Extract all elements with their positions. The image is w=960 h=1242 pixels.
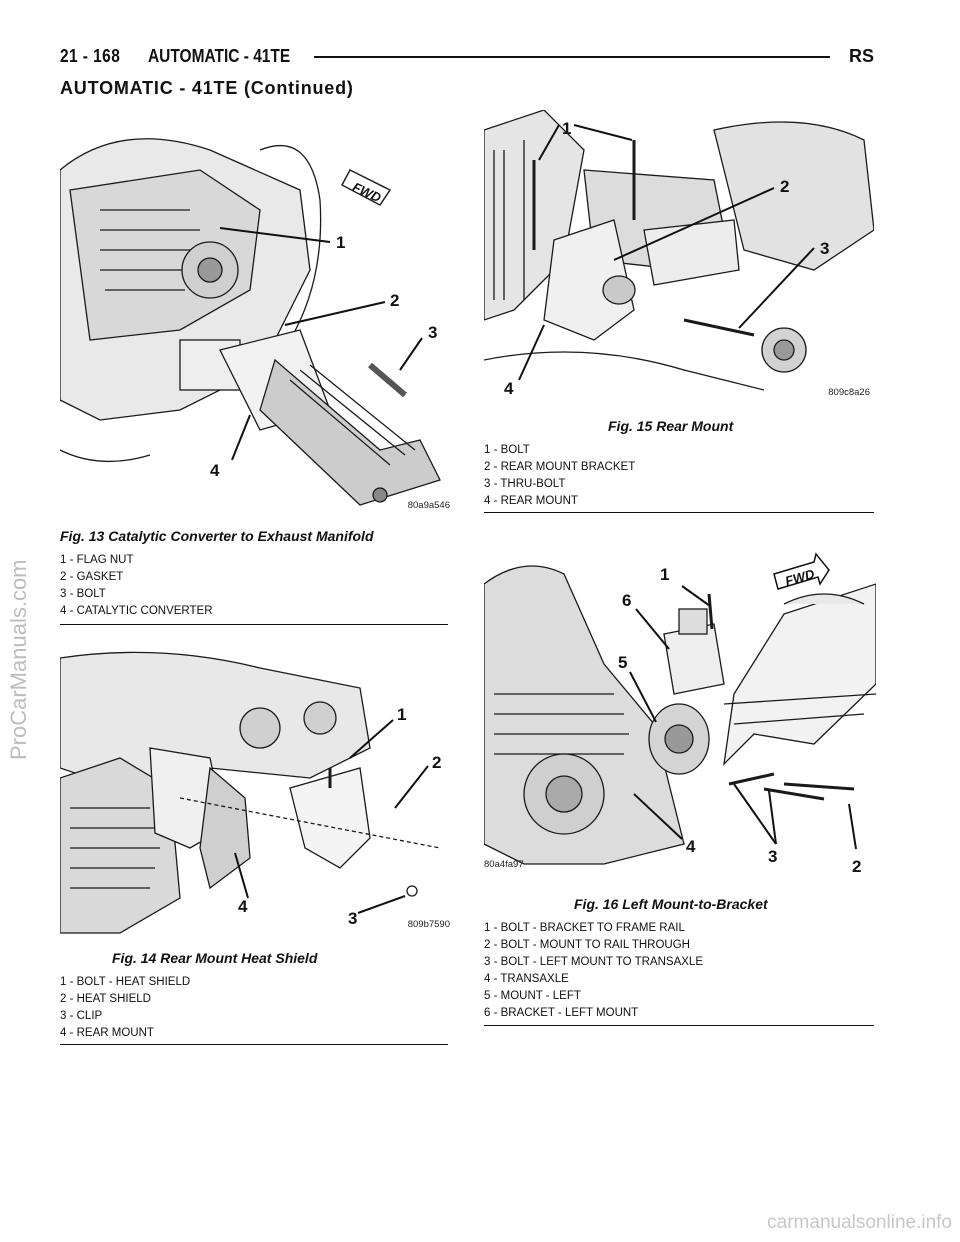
callout-2: 2: [390, 291, 400, 310]
legend-item: 1 - BOLT: [484, 444, 530, 456]
figure-15-legend: [484, 442, 635, 510]
figure-13-legend: [60, 552, 213, 620]
legend-item: 4 - CATALYTIC CONVERTER: [60, 605, 213, 617]
figure-16-illustration: [484, 544, 876, 884]
legend-item: 6 - BRACKET - LEFT MOUNT: [484, 1007, 639, 1019]
legend-item: 3 - BOLT - LEFT MOUNT TO TRANSAXLE: [484, 956, 703, 968]
callout-4: 4: [210, 461, 220, 480]
callout-1: 1: [562, 119, 572, 138]
figure-14-code: 809b7590: [407, 919, 450, 930]
fwd-label: FWD: [350, 179, 384, 206]
callout-4: 4: [238, 897, 248, 916]
legend-item: 1 - BOLT - HEAT SHIELD: [60, 976, 191, 988]
legend-item: 5 - MOUNT - LEFT: [484, 990, 581, 1002]
callout-2: 2: [780, 177, 790, 196]
callout-1: 1: [397, 705, 407, 724]
legend-item: 3 - BOLT: [60, 588, 106, 600]
legend-item: 1 - FLAG NUT: [60, 554, 134, 566]
callout-3: 3: [768, 847, 778, 866]
callout-4: 4: [686, 837, 696, 856]
figure-16-legend: [484, 920, 703, 1022]
figure-14-illustration: [60, 648, 450, 938]
callout-3: 3: [820, 239, 830, 258]
callout-6: 6: [622, 591, 632, 610]
callout-3: 3: [428, 323, 438, 342]
callout-1: 1: [336, 233, 346, 252]
callout-5: 5: [618, 653, 628, 672]
legend-item: 2 - HEAT SHIELD: [60, 993, 151, 1005]
legend-item: 3 - CLIP: [60, 1010, 103, 1022]
figure-13-illustration: [60, 110, 450, 515]
legend-item: 2 - REAR MOUNT BRACKET: [484, 461, 636, 473]
figure-15-caption: Fig. 15 Rear Mount: [608, 418, 734, 434]
legend-item: 4 - REAR MOUNT: [484, 495, 578, 507]
legend-item: 2 - BOLT - MOUNT TO RAIL THROUGH: [484, 939, 690, 951]
figure-13-code: 80a9a546: [407, 500, 450, 511]
section-title: AUTOMATIC - 41TE: [148, 46, 291, 66]
fwd-label: FWD: [783, 566, 817, 589]
bottom-watermark: carmanualsonline.info: [767, 1212, 952, 1233]
callout-4: 4: [504, 379, 514, 398]
callout-3: 3: [348, 909, 358, 928]
callout-2: 2: [852, 857, 862, 876]
figure-14-legend: [60, 974, 190, 1042]
figure-16-rule: [484, 1025, 874, 1026]
legend-item: 1 - BOLT - BRACKET TO FRAME RAIL: [484, 922, 685, 934]
figure-15-rule: [484, 512, 874, 513]
legend-item: 4 - TRANSAXLE: [484, 973, 569, 985]
callout-1: 1: [660, 565, 670, 584]
side-watermark: ProCarManuals.com: [6, 559, 31, 760]
page-header: [60, 46, 874, 68]
figure-16-code: 80a4fa97: [484, 859, 524, 870]
model-code: RS: [848, 46, 874, 66]
figure-16-caption: Fig. 16 Left Mount-to-Bracket: [574, 896, 768, 912]
figure-13-rule: [60, 624, 448, 625]
legend-item: 2 - GASKET: [60, 571, 124, 583]
figure-14-caption: Fig. 14 Rear Mount Heat Shield: [112, 950, 318, 966]
callout-2: 2: [432, 753, 442, 772]
figure-13-caption: Fig. 13 Catalytic Converter to Exhaust Manifold: [60, 528, 374, 544]
header-rule: [314, 56, 830, 58]
figure-15-illustration: [484, 110, 874, 400]
legend-item: 3 - THRU-BOLT: [484, 478, 566, 490]
page-number: 21 - 168: [60, 46, 121, 66]
figure-14-rule: [60, 1044, 448, 1045]
continued-title: AUTOMATIC - 41TE (Continued): [60, 78, 354, 98]
figure-15-code: 809c8a26: [828, 387, 870, 398]
legend-item: 4 - REAR MOUNT: [60, 1027, 154, 1039]
